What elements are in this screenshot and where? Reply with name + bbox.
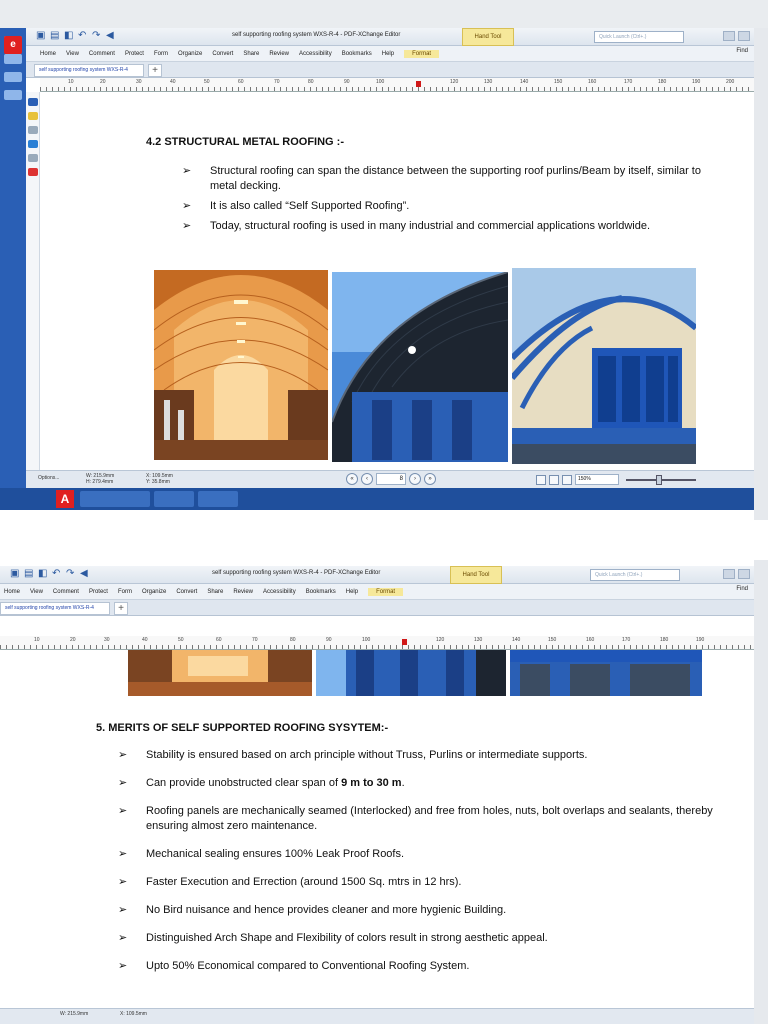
ruler-cursor-marker	[402, 639, 407, 645]
ruler-label: 60	[216, 637, 222, 643]
photo-arched-building-exterior	[510, 650, 702, 696]
menu-form[interactable]: Form	[153, 50, 168, 57]
list-item: ➢ Faster Execution and Errection (around 1500 Sq. mtrs in 12 hrs).	[118, 876, 462, 888]
cursor-position	[146, 473, 173, 485]
ruler-label: 180	[658, 79, 667, 85]
menu-help[interactable]: Help	[345, 588, 359, 595]
menu-comment[interactable]: Comment	[52, 588, 79, 595]
quick-launch-search[interactable]: Quick Launch (Ctrl+.)	[594, 31, 684, 43]
ruler-label: 140	[520, 79, 529, 85]
save-icon[interactable]: ▣	[10, 568, 20, 579]
menu-convert[interactable]: Convert	[212, 50, 234, 57]
new-tab-button[interactable]: +	[148, 64, 162, 77]
menu-view[interactable]: View	[66, 50, 79, 57]
arrow-bullet-icon: ➢	[182, 220, 192, 232]
photo-arched-building-exterior	[512, 268, 696, 464]
menu-home[interactable]: Home	[4, 588, 21, 595]
list-item: ➢ It is also called “Self Supported Roofing”.	[182, 200, 410, 212]
ruler-label: 90	[344, 79, 350, 85]
horizontal-ruler	[40, 78, 754, 92]
screenshot-bottom	[0, 560, 768, 1024]
ruler-label: 40	[170, 79, 176, 85]
zoom-controls	[536, 474, 696, 485]
ruler-label: 50	[204, 79, 210, 85]
title-bar	[0, 566, 754, 584]
photo-arched-interior	[154, 270, 328, 460]
ruler-label: 90	[326, 637, 332, 643]
cursor-x-readout: X: 109.5mm	[120, 1011, 147, 1017]
zoom-level-select[interactable]: 150%	[575, 474, 619, 485]
redo-icon[interactable]: ↷	[92, 30, 101, 41]
list-item: ➢ Stability is ensured based on arch principle without Truss, Purlins or intermediate supports.	[118, 749, 588, 761]
ribbon-menu	[0, 584, 754, 600]
menu-protect[interactable]: Protect	[124, 50, 144, 57]
pdf-app-icon[interactable]: e	[4, 36, 22, 54]
document-page	[0, 650, 754, 1008]
nav-back-icon[interactable]: ◀	[80, 568, 88, 579]
menu-organize[interactable]: Organize	[141, 588, 167, 595]
layers-panel-icon[interactable]	[28, 140, 38, 148]
list-item: ➢ Can provide unobstructed clear span of 9 m to 30 m.	[118, 777, 405, 789]
undo-icon[interactable]: ↶	[78, 30, 87, 41]
menu-home[interactable]: Home	[40, 50, 57, 57]
ruler-label: 150	[548, 637, 557, 643]
scan-icon[interactable]: ◧	[64, 30, 74, 41]
window-controls	[723, 31, 750, 41]
ruler-label: 40	[142, 637, 148, 643]
menu-accessibility[interactable]: Accessibility	[263, 588, 296, 595]
menu-format[interactable]: Format	[368, 588, 403, 596]
list-item: ➢ Structural roofing can span the distance between the supporting roof purlins/Beam by itself, similar to metal decking.	[182, 165, 701, 192]
minimize-button[interactable]	[738, 31, 750, 41]
ruler-label: 130	[484, 79, 493, 85]
quick-launch-search[interactable]: Quick Launch (Ctrl+.)	[590, 569, 680, 581]
arrow-bullet-icon: ➢	[118, 777, 128, 789]
quick-access-toolbar	[36, 31, 116, 41]
bookmark-panel-icon[interactable]	[28, 98, 38, 106]
span-range-bold: 9 m to 30 m	[341, 777, 402, 789]
arrow-bullet-icon: ➢	[118, 960, 128, 972]
menu-review[interactable]: Review	[269, 50, 290, 57]
ribbon-menu	[26, 46, 754, 62]
document-page	[40, 92, 754, 470]
title-bar	[26, 28, 754, 46]
ruler-label: 60	[238, 79, 244, 85]
page-number-input[interactable]: 8	[376, 473, 406, 485]
app-window	[26, 28, 754, 520]
ruler-label: 170	[622, 637, 631, 643]
cursor-y-readout: Y: 35.8mm	[146, 479, 170, 485]
scan-icon[interactable]: ◧	[38, 568, 48, 579]
photo-curved-roof-closeup	[316, 650, 506, 696]
facing-view-icon[interactable]	[562, 475, 572, 485]
arrow-bullet-icon: ➢	[118, 904, 128, 916]
status-bar	[26, 470, 754, 488]
ruler-cursor-marker	[416, 81, 421, 87]
list-item: ➢ Today, structural roofing is used in many industrial and commercial applications worldwide.	[182, 220, 650, 232]
signature-panel-icon[interactable]	[28, 168, 38, 176]
section-5-bullets	[118, 748, 718, 987]
left-tool-strip	[26, 92, 40, 470]
ruler-label: 130	[474, 637, 483, 643]
window-title: self supporting roofing system WXS-R-4 - PDF-XChange Editor	[212, 570, 381, 576]
ruler-label: 190	[696, 637, 705, 643]
document-tab[interactable]: self supporting roofing system WXS-R-4	[0, 602, 110, 615]
options-button[interactable]: Options...	[38, 475, 60, 481]
section-4-2-bullets	[182, 164, 712, 239]
ruler-label: 160	[586, 637, 595, 643]
arrow-bullet-icon: ➢	[118, 805, 128, 817]
status-bar	[0, 1008, 754, 1024]
monitor-bezel-right	[754, 28, 768, 520]
ruler-label: 30	[136, 79, 142, 85]
windows-taskbar-left	[0, 28, 26, 498]
section-heading-5: 5. MERITS OF SELF SUPPORTED ROOFING SYSYTEM:-	[96, 722, 389, 734]
ruler-label: 100	[362, 637, 371, 643]
ruler-label: 50	[178, 637, 184, 643]
page-dimensions	[60, 1011, 88, 1017]
minimize-button[interactable]	[738, 569, 750, 579]
app-window	[0, 560, 754, 1024]
ruler-label: 100	[376, 79, 385, 85]
page-dimensions	[86, 473, 114, 485]
section-heading-4-2: 4.2 STRUCTURAL METAL ROOFING :-	[146, 136, 344, 148]
find-button[interactable]: Find	[736, 48, 748, 54]
page-width-readout: W: 215.9mm	[86, 473, 115, 479]
pdf-xchange-taskbar-icon[interactable]: A	[56, 490, 74, 508]
ruler-label: 180	[660, 637, 669, 643]
menu-accessibility[interactable]: Accessibility	[299, 50, 332, 57]
save-icon[interactable]: ▣	[36, 30, 46, 41]
ruler-label: 20	[100, 79, 106, 85]
quick-access-toolbar	[10, 569, 90, 579]
menu-comment[interactable]: Comment	[88, 50, 115, 57]
menu-convert[interactable]: Convert	[176, 588, 198, 595]
open-icon[interactable]: ▤	[24, 568, 34, 579]
document-tabs	[0, 600, 754, 616]
next-page-button[interactable]: ›	[409, 473, 421, 485]
arrow-bullet-icon: ➢	[118, 848, 128, 860]
photo-curved-roof-closeup	[332, 272, 508, 462]
menu-share[interactable]: Share	[207, 588, 224, 595]
arrow-bullet-icon: ➢	[182, 200, 192, 212]
ruler-label: 10	[68, 79, 74, 85]
open-icon[interactable]: ▤	[50, 30, 60, 41]
zoom-slider[interactable]	[626, 479, 696, 481]
find-button[interactable]: Find	[736, 586, 748, 592]
menu-bookmarks[interactable]: Bookmarks	[341, 50, 372, 57]
continuous-view-icon[interactable]	[549, 475, 559, 485]
menu-format[interactable]: Format	[404, 50, 439, 58]
monitor-bezel-right	[754, 560, 768, 1024]
page-navigation	[346, 473, 436, 485]
prev-page-button[interactable]: ‹	[361, 473, 373, 485]
ruler-label: 80	[308, 79, 314, 85]
menu-bookmarks[interactable]: Bookmarks	[305, 588, 336, 595]
ruler-label: 120	[436, 637, 445, 643]
ruler-ticks	[40, 87, 754, 91]
menu-form[interactable]: Form	[117, 588, 132, 595]
taskbar-button[interactable]	[198, 491, 238, 507]
first-page-button[interactable]: «	[346, 473, 358, 485]
arrow-bullet-icon: ➢	[118, 932, 128, 944]
ruler-label: 80	[290, 637, 296, 643]
page-height-readout: H: 279.4mm	[86, 479, 114, 485]
menu-view[interactable]: View	[30, 588, 43, 595]
hand-tool-context-tab[interactable]: Hand Tool	[462, 28, 514, 46]
window-controls	[723, 569, 750, 579]
list-item: ➢ No Bird nuisance and hence provides cleaner and more hygienic Building.	[118, 904, 507, 916]
photo-arched-interior	[128, 650, 312, 696]
hand-tool-context-tab[interactable]: Hand Tool	[450, 566, 502, 584]
list-item: ➢ Upto 50% Economical compared to Conventional Roofing System.	[118, 960, 470, 972]
page-width-readout: W: 215.9mm	[60, 1011, 89, 1017]
horizontal-ruler	[0, 636, 754, 650]
arrow-bullet-icon: ➢	[118, 876, 128, 888]
list-item: ➢ Distinguished Arch Shape and Flexibility of colors result in strong aesthetic appeal.	[118, 932, 548, 944]
nav-back-icon[interactable]: ◀	[106, 30, 114, 41]
redo-icon[interactable]: ↷	[66, 568, 75, 579]
comment-panel-icon[interactable]	[28, 112, 38, 120]
ruler-label: 140	[512, 637, 521, 643]
single-page-view-icon[interactable]	[536, 475, 546, 485]
ruler-label: 120	[450, 79, 459, 85]
taskbar-button[interactable]	[80, 491, 150, 507]
cursor-x-readout: X: 109.5mm	[146, 473, 173, 479]
ruler-label: 10	[34, 637, 40, 643]
ruler-label: 70	[274, 79, 280, 85]
menu-protect[interactable]: Protect	[88, 588, 108, 595]
windows-taskbar	[0, 488, 754, 510]
ribbon-options-icon[interactable]	[723, 31, 735, 41]
menu-review[interactable]: Review	[233, 588, 254, 595]
ruler-label: 200	[726, 79, 735, 85]
taskbar-button[interactable]	[154, 491, 194, 507]
monitor-bezel	[0, 0, 768, 28]
thumbnails-panel-icon[interactable]	[28, 126, 38, 134]
taskbar-slot[interactable]	[4, 90, 22, 100]
new-tab-button[interactable]: +	[114, 602, 128, 615]
ruler-ticks	[0, 645, 754, 649]
taskbar-slot[interactable]	[4, 72, 22, 82]
undo-icon[interactable]: ↶	[52, 568, 61, 579]
ruler-label: 190	[692, 79, 701, 85]
ruler-label: 170	[624, 79, 633, 85]
arrow-bullet-icon: ➢	[118, 749, 128, 761]
menu-share[interactable]: Share	[243, 50, 260, 57]
last-page-button[interactable]: »	[424, 473, 436, 485]
ruler-label: 30	[104, 637, 110, 643]
document-tab[interactable]: self supporting roofing system WXS-R-4	[34, 64, 144, 77]
ruler-label: 20	[70, 637, 76, 643]
ruler-label: 70	[252, 637, 258, 643]
list-item: ➢ Roofing panels are mechanically seamed (Interlocked) and free from holes, nuts, bolt overlaps and sealants, thereby ensuring almost zero maintenance.	[118, 805, 713, 832]
menu-help[interactable]: Help	[381, 50, 395, 57]
menu-organize[interactable]: Organize	[177, 50, 203, 57]
attachments-panel-icon[interactable]	[28, 154, 38, 162]
window-title: self supporting roofing system WXS-R-4 - PDF-XChange Editor	[232, 32, 401, 38]
ribbon-options-icon[interactable]	[723, 569, 735, 579]
document-tabs	[26, 62, 754, 78]
taskbar-slot[interactable]	[4, 54, 22, 64]
zoom-slider-thumb[interactable]	[656, 475, 662, 485]
list-item: ➢ Mechanical sealing ensures 100% Leak Proof Roofs.	[118, 848, 405, 860]
ruler-label: 160	[588, 79, 597, 85]
ruler-label: 150	[554, 79, 563, 85]
arrow-bullet-icon: ➢	[182, 165, 192, 177]
cursor-position	[120, 1011, 147, 1017]
